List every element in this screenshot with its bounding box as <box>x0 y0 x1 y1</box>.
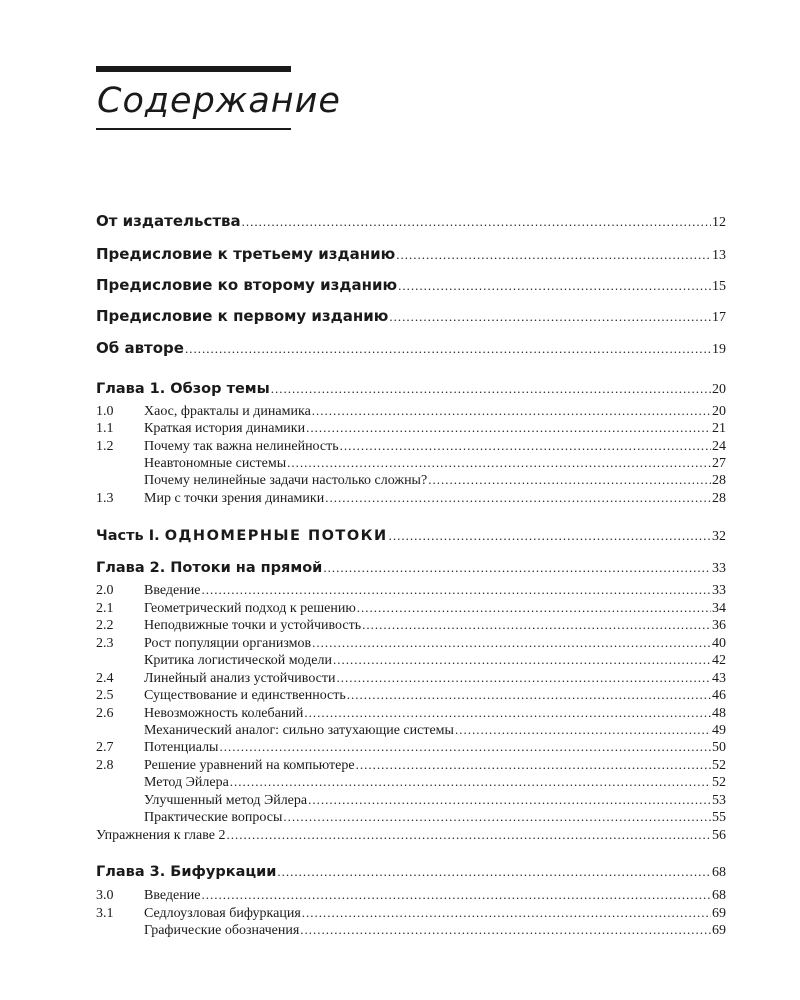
toc-part-1[interactable] <box>96 528 726 545</box>
toc-entry-page: 42 <box>712 653 726 668</box>
dot-leader <box>337 670 712 686</box>
section-label: Почему так важна нелинейность <box>144 439 339 454</box>
section-number: 2.3 <box>96 636 114 651</box>
toc-exercises-ch2[interactable] <box>96 827 726 844</box>
toc-entry-page: 34 <box>712 601 726 616</box>
section-number: 2.6 <box>96 706 114 721</box>
toc-section-2-3[interactable] <box>96 635 726 652</box>
dot-leader <box>306 420 711 436</box>
toc-entry-page: 69 <box>712 923 726 938</box>
dot-leader <box>302 905 711 921</box>
dot-leader <box>389 528 711 544</box>
dot-leader <box>283 809 711 825</box>
section-label: Седлоузловая бифуркация <box>144 906 301 921</box>
toc-entry-page: 32 <box>712 529 726 544</box>
toc-entry-label: Предисловие ко второму изданию <box>96 276 398 294</box>
toc-entry-page: 53 <box>712 793 726 808</box>
toc-subsection[interactable] <box>96 652 726 669</box>
toc-section-2-0[interactable] <box>96 582 726 599</box>
subsection-label: Улучшенный метод Эйлера <box>144 793 308 808</box>
toc-entry-page: 17 <box>712 310 726 325</box>
subsection-label: Графические обозначения <box>144 923 300 938</box>
toc-entry-page: 56 <box>712 828 726 843</box>
toc-entry-page: 48 <box>712 706 726 721</box>
section-label: Потенциалы <box>144 740 219 755</box>
dot-leader <box>185 341 711 357</box>
dot-leader <box>304 705 711 721</box>
section-number: 2.4 <box>96 671 114 686</box>
section-number: 2.1 <box>96 601 114 616</box>
toc-chapter-3[interactable] <box>96 864 726 881</box>
section-label: Хаос, фракталы и динамика <box>144 404 311 419</box>
section-label: Существование и единственность <box>144 688 346 703</box>
dot-leader <box>347 687 711 703</box>
dot-leader <box>271 381 711 397</box>
toc-entry-page: 20 <box>712 382 726 397</box>
dot-leader <box>277 864 711 880</box>
page-title: Содержание <box>97 81 341 121</box>
toc-entry-page: 28 <box>712 473 726 488</box>
toc-entry-page: 46 <box>712 688 726 703</box>
section-label: Введение <box>144 888 201 903</box>
section-number: 3.0 <box>96 888 114 903</box>
dot-leader <box>219 739 711 755</box>
toc-section-1-0[interactable] <box>96 403 726 420</box>
part-title <box>96 528 388 544</box>
toc-entry-page: 33 <box>712 561 726 576</box>
title-top-rule <box>96 66 291 72</box>
part-name: ОДНОМЕРНЫЕ ПОТОКИ <box>164 528 388 544</box>
section-label: Линейный анализ устойчивости <box>144 671 336 686</box>
section-number: 2.5 <box>96 688 114 703</box>
section-number: 2.7 <box>96 740 114 755</box>
toc-section-3-1[interactable] <box>96 905 726 922</box>
dot-leader <box>312 403 711 419</box>
toc-section-1-1[interactable] <box>96 420 726 437</box>
dot-leader <box>340 438 711 454</box>
chapter-title: Глава 3. Бифуркации <box>96 864 277 880</box>
toc-entry-page: 12 <box>712 215 726 230</box>
toc-entry-page: 52 <box>712 758 726 773</box>
section-number: 2.8 <box>96 758 114 773</box>
part-prefix: Часть I. <box>96 528 160 544</box>
dot-leader <box>455 722 711 738</box>
toc-section-3-0[interactable] <box>96 887 726 904</box>
section-label: Рост популяции организмов <box>144 636 312 651</box>
toc-entry-publisher[interactable] <box>96 212 726 231</box>
toc-entry-label: От издательства <box>96 212 241 230</box>
subsection-label: Практические вопросы <box>144 810 283 825</box>
toc-entry-page: 55 <box>712 810 726 825</box>
toc-subsection[interactable] <box>96 455 726 472</box>
section-label: Неподвижные точки и устойчивость <box>144 618 362 633</box>
toc-entry-page: 19 <box>712 342 726 357</box>
dot-leader <box>356 757 711 773</box>
dot-leader <box>362 617 711 633</box>
toc-chapter-2[interactable] <box>96 560 726 577</box>
subsection-label: Метод Эйлера <box>144 775 229 790</box>
dot-leader <box>242 214 711 230</box>
section-number: 1.3 <box>96 491 114 506</box>
toc-section-2-2[interactable] <box>96 617 726 634</box>
toc-entry-about-author[interactable] <box>96 339 726 358</box>
toc-entry-page: 28 <box>712 491 726 506</box>
toc-entry-page: 27 <box>712 456 726 471</box>
toc-entry-label: Предисловие к третьему изданию <box>96 245 396 263</box>
dot-leader <box>389 309 711 325</box>
toc-entry-label: Об авторе <box>96 339 184 357</box>
toc-entry-page: 68 <box>712 888 726 903</box>
toc-entry-page: 33 <box>712 583 726 598</box>
dot-leader <box>398 278 711 294</box>
toc-entry-preface-1[interactable] <box>96 307 726 326</box>
toc-entry-label: Предисловие к первому изданию <box>96 307 389 325</box>
toc-subsection[interactable] <box>96 774 726 791</box>
dot-leader <box>226 827 711 843</box>
section-number: 3.1 <box>96 906 114 921</box>
chapter-title: Глава 1. Обзор темы <box>96 381 270 397</box>
toc-entry-page: 69 <box>712 906 726 921</box>
toc-section-1-2[interactable] <box>96 438 726 455</box>
dot-leader <box>300 922 711 938</box>
section-number: 2.2 <box>96 618 114 633</box>
toc-entry-page: 24 <box>712 439 726 454</box>
toc-entry-page: 36 <box>712 618 726 633</box>
exercises-label: Упражнения к главе 2 <box>96 828 226 843</box>
subsection-label: Неавтономные системы <box>144 456 287 471</box>
toc-entry-page: 13 <box>712 248 726 263</box>
section-label: Геометрический подход к решению <box>144 601 356 616</box>
toc-subsection[interactable] <box>96 722 726 739</box>
toc-entry-preface-2[interactable] <box>96 276 726 295</box>
dot-leader <box>323 560 711 576</box>
dot-leader <box>325 490 711 506</box>
title-bottom-rule <box>96 128 291 130</box>
toc-subsection[interactable] <box>96 809 726 826</box>
section-label: Введение <box>144 583 201 598</box>
section-label: Невозможность колебаний <box>144 706 304 721</box>
toc-subsection[interactable] <box>96 922 726 939</box>
dot-leader <box>287 455 711 471</box>
toc-entry-page: 68 <box>712 865 726 880</box>
toc-entry-page: 43 <box>712 671 726 686</box>
toc-section-2-6[interactable] <box>96 705 726 722</box>
toc-section-2-4[interactable] <box>96 670 726 687</box>
toc-section-2-7[interactable] <box>96 739 726 756</box>
toc-section-2-8[interactable] <box>96 757 726 774</box>
toc-entry-preface-3[interactable] <box>96 245 726 264</box>
dot-leader <box>201 887 711 903</box>
subsection-label: Механический аналог: сильно затухающие системы <box>144 723 454 738</box>
toc-entry-page: 50 <box>712 740 726 755</box>
dot-leader <box>333 652 711 668</box>
section-number: 1.0 <box>96 404 114 419</box>
toc-chapter-1[interactable] <box>96 381 726 398</box>
dot-leader <box>428 472 711 488</box>
dot-leader <box>312 635 711 651</box>
subsection-label: Критика логистической модели <box>144 653 332 668</box>
toc-section-2-5[interactable] <box>96 687 726 704</box>
section-number: 1.1 <box>96 421 114 436</box>
toc-subsection[interactable] <box>96 472 726 489</box>
subsection-label: Почему нелинейные задачи настолько сложны? <box>144 473 428 488</box>
section-label: Решение уравнений на компьютере <box>144 758 355 773</box>
section-label: Мир с точки зрения динамики <box>144 491 325 506</box>
toc-entry-page: 20 <box>712 404 726 419</box>
toc-section-1-3[interactable] <box>96 490 726 507</box>
toc-section-2-1[interactable] <box>96 600 726 617</box>
dot-leader <box>357 600 711 616</box>
dot-leader <box>230 774 711 790</box>
toc-entry-page: 15 <box>712 279 726 294</box>
toc-subsection[interactable] <box>96 792 726 809</box>
section-number: 1.2 <box>96 439 114 454</box>
toc-entry-page: 40 <box>712 636 726 651</box>
section-label: Краткая история динамики <box>144 421 306 436</box>
section-number: 2.0 <box>96 583 114 598</box>
dot-leader <box>201 582 711 598</box>
toc-entry-page: 49 <box>712 723 726 738</box>
chapter-title: Глава 2. Потоки на прямой <box>96 560 323 576</box>
toc-entry-page: 21 <box>712 421 726 436</box>
dot-leader <box>308 792 711 808</box>
toc-entry-page: 52 <box>712 775 726 790</box>
dot-leader <box>396 247 711 263</box>
